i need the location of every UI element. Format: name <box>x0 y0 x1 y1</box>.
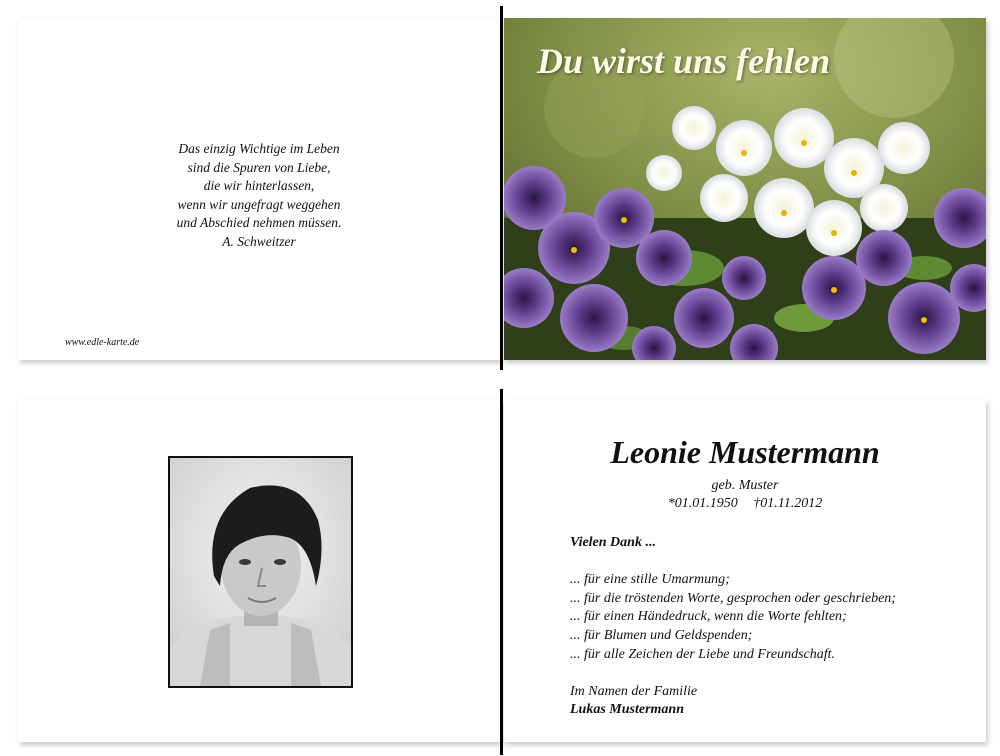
birth-date: *01.01.1950 <box>667 496 738 511</box>
spacer <box>570 553 896 572</box>
card-inner-left-bottom <box>18 400 500 742</box>
thanks-heading: Vielen Dank ... <box>570 535 656 550</box>
portrait-image <box>170 458 351 686</box>
thanks-item: ... für eine stille Umarmung; <box>570 572 730 588</box>
thanks-item: ... für die tröstenden Worte, gesprochen oder geschrieben; <box>570 590 896 606</box>
thanks-item: ... für einen Händedruck, wenn die Worte fehlten; <box>570 609 847 625</box>
quote-line: und Abschied nehmen müssen. <box>176 215 342 231</box>
quote-line: wenn wir ungefragt weggehen <box>177 196 341 212</box>
website-label: www.edle-karte.de <box>65 337 140 348</box>
quote <box>18 140 500 252</box>
cover-title: Du wirst uns fehlen <box>537 41 831 81</box>
thanks-item: ... für Blumen und Geldspenden; <box>570 627 753 643</box>
quote-line: Das einzig Wichtige im Leben <box>178 141 340 156</box>
thanks-item: ... für alle Zeichen der Liebe und Freundschaft. <box>570 646 836 662</box>
death-date: †01.11.2012 <box>753 496 823 511</box>
signature: Lukas Mustermann <box>570 702 684 718</box>
deceased-name: Leonie Mustermann <box>610 434 880 470</box>
fold-line-top <box>500 6 503 370</box>
life-dates <box>504 496 986 512</box>
card-cover <box>504 18 986 360</box>
spacer <box>570 664 896 683</box>
card-inner-left-top <box>18 18 500 360</box>
fold-line-bottom <box>500 389 503 755</box>
card-inner-right-bottom <box>504 400 986 742</box>
portrait-photo <box>168 456 353 688</box>
closing-line: Im Namen der Familie <box>570 683 698 699</box>
quote-author: A. Schweitzer <box>222 233 296 249</box>
birth-name: geb. Muster <box>711 478 779 493</box>
quote-line: sind die Spuren von Liebe, <box>187 159 331 175</box>
quote-line: die wir hinterlassen, <box>203 178 315 194</box>
thanks-text <box>570 534 896 720</box>
